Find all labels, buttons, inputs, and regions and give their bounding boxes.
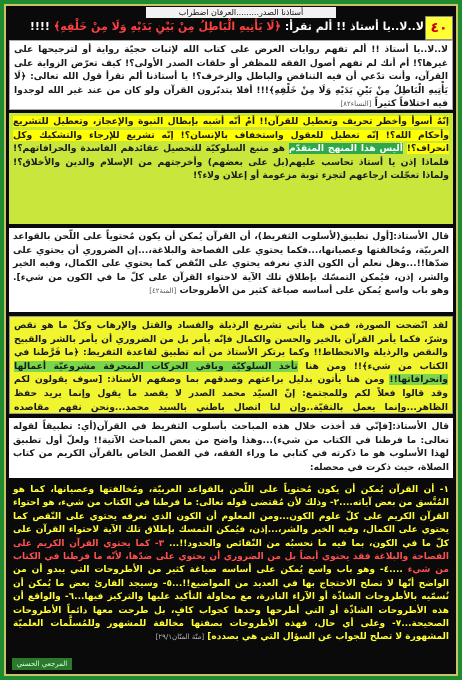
page-headline	[24, 18, 424, 36]
headline-part-a: لا..لا..يا أستاذ !! ألم تقرأ:	[284, 20, 424, 33]
quote-first-application	[9, 228, 453, 312]
paragraph-distortion	[9, 113, 453, 224]
headline-part-c: !!!!	[29, 20, 50, 33]
page-frame	[4, 4, 458, 676]
paragraph-distortion-highlight: أليس هذا المنهج المتقدّم	[288, 143, 403, 155]
numbered-points	[9, 482, 453, 660]
paragraph-picture-clear-text-a: لقد اتّضحت الصورة، فمن هنا يأتي تشريع الرذيلة والفساد والقتل والإرهاب وكلّ ما هو نقص وشرّ، فكما يأمر القرآن بالخير والحسن والكمال فإنّه يأمر بل من الضروري أن يأمر بالشر والقبيح والنقص والرذيلة والانحطاط!! وكما يرتكز الأستاذ من أنه تطبيق لقاعدة الثفريط: ﴿ما فَرَّطنا في الكتاب من شيء﴾!! ومن هنا	[14, 320, 448, 372]
paragraph-distortion-text-a: إنّهُ أسوأ وأخطر تحريف وتعطيل للقرآن!! أمْ أنّه أشبه بإبطال النبوة والإعجاز، وتعطيل للتشريع وأحكام الله؟! إنّه تعطيل للعقول واستخفاف بالإنسان؟! إنّه تشريع للإرجاء والتشكيك وكل انحراف؟!	[13, 116, 449, 155]
numbered-points-text-c: ....٤- وهو باب واسع يُمكن على أساسه صياغة كثير من الأطروحات التي يبدو أن من الواضح أنّها لا تصلح الاحتجاج بها في العديد من المواضيع!!...٥- وسيجد القارئ بعض ما يُمكن أن نُسمّيه بالأطروحات الشاذّة أو الآراء النادرة، مع محاولة التأكيد عليها والتركيز فيها...٦- والواقع أن هذه الأطروحات الشاذّة أو التي أطرحها وحدها كجواب كافٍ، بل طرحت معها دائماً الأطروحات الصحيحة...٧- وعلى أي حال، فهذه الأطروحات بصفتها مخالفة للمشهور وللمُسلَّمات العلميّة المشهورة لا تصلح للجواب عن السؤال التي هي بصدده]	[13, 565, 450, 643]
paragraph-picture-clear-text-b: ومن هنا يأتون بدليل براعتهم وصدقهم بما وصفهم الأستاذ: [سوف يقولون لكم وقد قالوا فعلاً لكم وللمجتمع: إنّ السيّد محمد الصدر لا يقصد ما يقول وإنما يريد حفظ الظاهر...وإنما يعمل بالتقيّة..وإن لنا اتصال باطني بالسيد محمد...ونحن نفهم مقاصده	[14, 374, 448, 413]
quote-first-application-text: قال الأستاذ:[أول تطبيق(لأسلوب الثفريط)، أن القرآن يُمكن أن يكون مُحتوياً على اللّحن بالقواعد العربيّة، ومُخالفتها وعصيانها،...فكما يحتوي على الفصاحة والبلاغة،...إن الضروري أن يحتوي على ضدّها!!...وهل نعلم أن الكون الذي نعرفه يحتوي على النّقص كما يحتوي على الكمال، وفيه الخير والشر، إذن، فيُمكن التمسّك بإطلاق تلك الآية لاحتواء القرآن على كلّ ما في الكون من شيء]. وهو باب واسع يُمكن على أساسه صياغة كثير من الأطروحات	[13, 231, 449, 297]
citation-nisa: [النساء٨٢]	[340, 100, 372, 109]
running-header: أستاذنا الصدر.........العرفان اضطراب	[146, 7, 336, 18]
paragraph-intro-text: لا..لا..يا أستاذ !! ألم تفهم روايات العرض على كتاب الله لإثبات حجيّة رواية أو لترجيحها على غيرها؟! أم أنك لم تفهم أصول الفقه للمظفر أو حلقات الصدر الأولى؟! كيف تعرّض الزواية على القرآن، وأنت تدّعي أن فيه التناقض والباطل والزخرف؟! يا أستاذنا ألم تقرأ قول الله تعالى: ﴿لَا يَأْتِيهِ الْبَاطِلُ مِنْ بَيْنِ يَدَيْهِ وَلَا مِنْ خَلْفِهِ﴾!!! أفلا يتدبّرون القرآن ولو كان من عند غير الله لوجدوا فيه اختلافاً كثيراً	[14, 44, 448, 110]
paragraph-intro	[9, 40, 453, 110]
numbered-points-text-a: ١- أن القرآن يُمكن أن يكون مُحتوياً على اللّحن بالقواعد العربيّة، ومُخالفتها وعصيانها، كما هو المُتَّسق من بعض آياته....٢- وذلك لأن مُقتضى قوله تعالى: ما فرطنا في الكتاب من شيء، هو احتواء القرآن الكريم على كلّ علوم الكون...ومن المعلوم أن الكون الذي نعرفه يحتوي على النّقص كما يحتوي على الكمال، وفيه الخير والشر،...إذن، فيُمكن التمسك بإطلاق تلك الآية لاحتواء القرآن على كلّ ما في الكون، بما فيه ما نحسبُه من النّقائص والحدود!!...	[13, 485, 449, 549]
quote-tafrit-method	[9, 418, 453, 478]
paragraph-picture-clear-highlight: تأخذ السلوكيّة وباقي الحركات المنحرفة مشروعيّة أعمالها وانحرافاتها!!	[14, 360, 448, 386]
quote-tafrit-method-text: قال الأستاذ:[فإنّي قد أخذت خلال هذه المباحث بأسلوب الثفريط في القرآن(أي: تطبيقاً لقوله تعالى: ما فرطنا في الكتاب من شيء)...وهذا واضح من بعض المباحث الآتية!! ولعلّ أول تطبيق لهذا الأسلوب هو ما ذكرته في كتابي ما وراء الفقه، في الفصل الخاص بالقرآن الكريم من كتاب الصلاة، حيث ذكرت في محصله:	[13, 421, 449, 473]
headline-verse: ﴿لَا يَأْتِيهِ الْبَاطِلُ مِنْ بَيْنِ يَدَيْهِ وَلَا مِنْ خَلْفِهِ﴾	[53, 20, 281, 33]
paragraph-distortion-text-b: هو منبع السلوكيّة للتحصيل عقائدهم الفاسدة والحرافاتهم؟! فلماذا إذن يا أستاذ تحاسب عليهم(بل على بعضهم) وأخرجتهم من الإسلام والدين والأخلاق؟! ولماذا تعجّلت ارجاعهم لتجزء توبة مزعومة أو إعلان ولاء؟!	[13, 143, 449, 182]
citation-minna: [المنة٤٢]	[149, 287, 177, 296]
page-number: ٤٠	[425, 16, 453, 40]
numbered-points-text-b: ٣- كما يحتوي القرآن الكريم على الفصاحة والبلاغة فقد يحتوي أيضاً بل من الضروري أن يحتوي على ضدّها، لأنّه ما فرطنا في الكتاب من شيء	[13, 538, 449, 576]
paragraph-picture-clear	[9, 316, 453, 414]
citation-minnat-almannan: [منّة المنّان٢٩/١]	[155, 633, 205, 642]
footer-label: المرجعي الحسني	[12, 658, 72, 670]
